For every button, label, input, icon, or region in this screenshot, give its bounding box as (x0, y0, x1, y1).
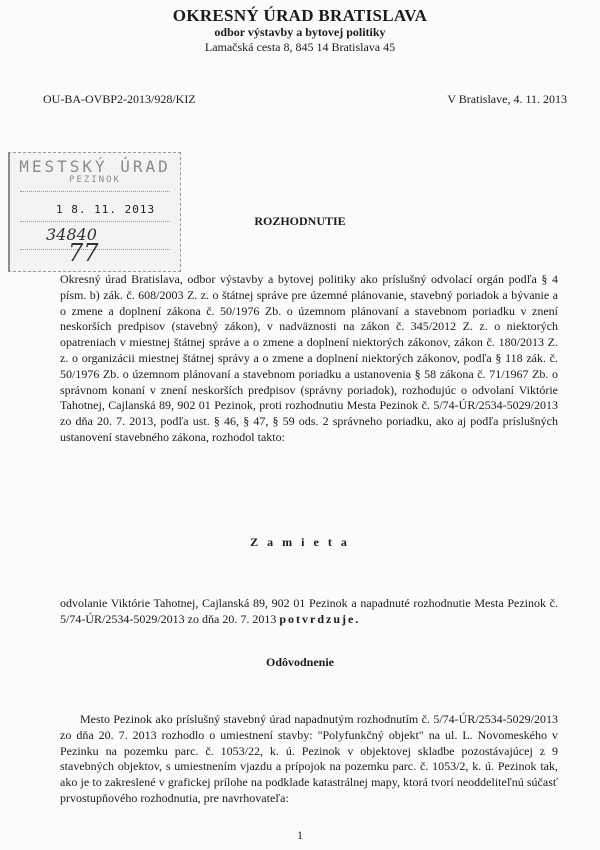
office-title: OKRESNÝ ÚRAD BRATISLAVA (172, 6, 428, 25)
stamp-organization: MESTSKÝ ÚRAD (19, 157, 171, 176)
stamp-handwritten-number: 34840 (46, 225, 97, 244)
stamp-city: PEZINOK (69, 175, 121, 185)
verdict-text: odvolanie Viktórie Tahotnej, Cajlanská 89, 902 01 Pezinok a napadnuté rozhodnutie Mesta Pezinok č. 5/74-ÚR/2534-5029/2013 zo dňa 20. 7. 2013 (60, 596, 558, 626)
stamp-handwritten-number: 77 (68, 239, 99, 267)
verdict-confirm: potvrdzuje. (279, 612, 361, 626)
document-date: V Bratislave, 4. 11. 2013 (447, 92, 567, 106)
decision-intro-paragraph: Okresný úrad Bratislava, odbor výstavby a bytovej politiky ako príslušný odvolací orgán podľa § 4 písm. b) zák. č. 608/2003 Z. z. o štátnej správe pre územné plánovanie, stavebný poriadok a bývanie a o zmene a doplnení zákona č. 50/1976 Zb. o územnom plánovaní a stavebnom poriadku v znení neskorších predpisov (stavebný zákon), v nadväznosti na zákon č. 345/2012 Z. z. o niektorých opatreniach v miestnej štátnej správe a o zmene a doplnení niektorých zákonov, zákon č. 180/2013 Z. z. o organizácii miestnej štátnej správy a o zmene a doplnení niektorých zákonov, podľa § 118 zák. č. 50/1976 Zb. o územnom plánovaní a stavebnom poriadku a ustanovenia § 58 zákona č. 71/1967 Zb. o správnom konaní v znení neskorších predpisov (správny poriadok), rozhodujúc o odvolaní Viktórie Tahotnej, Cajlanská 89, 902 01 Pezinok, proti rozhodnutiu Mesta Pezinok č. 5/74-ÚR/2534-5029/2013 zo dňa 20. 7. 2013, podľa ust. § 46, § 47, § 59 ods. 2 správneho poriadku, ako aj podľa príslušných ustanovení stavebného zákona, rozhodol takto: (60, 272, 558, 444)
verdict-paragraph (60, 595, 558, 627)
reasoning-paragraph: Mesto Pezinok ako príslušný stavebný úrad napadnutým rozhodnutím č. 5/74-ÚR/2534-5029/2013 zo dňa 20. 7. 2013 rozhodlo o umiestnení stavby: "Polyfunkčný objekt" na ul. L. Novomeského v Pezinku na pozemku parc. č. 1053/22, k. ú. Pezinok v objektovej skladbe pozostávajúcej z 9 stavebných objektov, s umiestnením vjazdu a prípojok na pozemku parc. č. 1053/2, k. ú. Pezinok tak, ako je to zakreslené v grafickej prílohe na podklade katastrálnej mapy, ktorá tvorí neoddeliteľnú súčasť prvostupňového rozhodnutia, pre navrhovateľa: (60, 712, 558, 805)
stamp-divider (20, 191, 170, 192)
stamp-received-date: 1 8. 11. 2013 (56, 203, 156, 216)
reference-number: OU-BA-OVBP2-2013/928/KIZ (43, 92, 196, 106)
reasoning-heading: Odôvodnenie (265, 655, 334, 669)
decision-heading: ROZHODNUTIE (254, 214, 346, 228)
department-name: odbor výstavby a bytovej politiky (214, 25, 386, 39)
page-number: 1 (297, 828, 303, 842)
dismissed-heading: Z a m i e t a (250, 535, 350, 549)
registry-stamp (8, 152, 181, 272)
office-address: Lamačská cesta 8, 845 14 Bratislava 45 (204, 40, 396, 54)
